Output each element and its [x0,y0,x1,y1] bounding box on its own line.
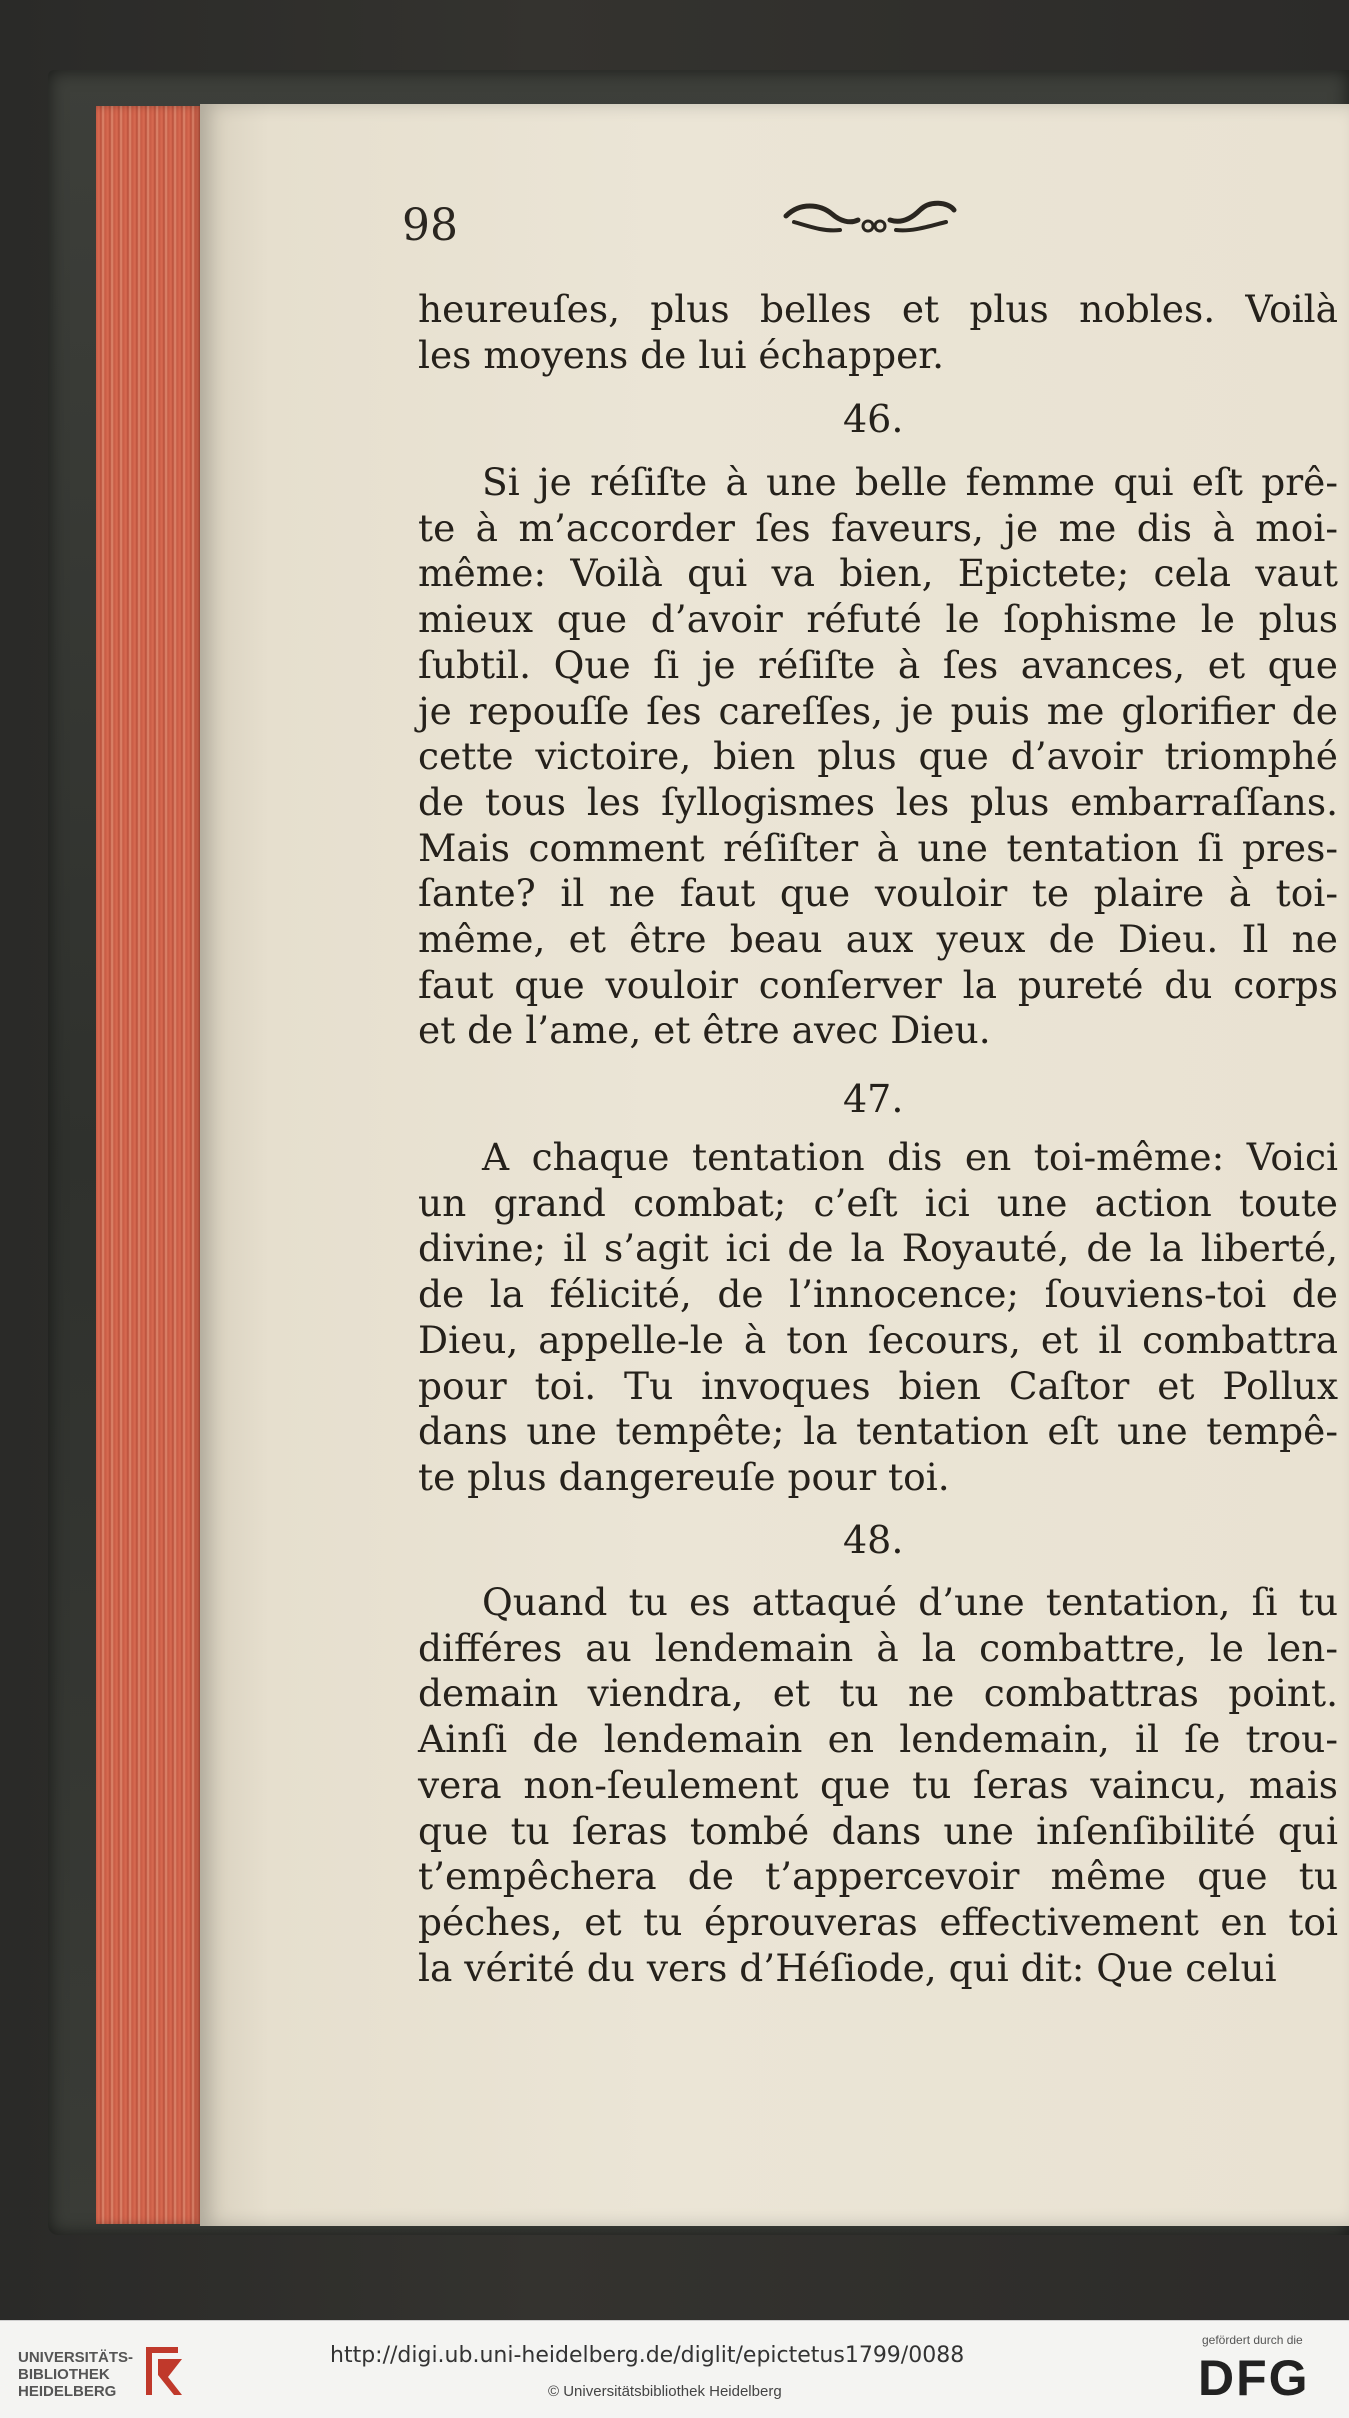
text-line: ſante? il ne faut que vouloir te plaire à toi- [418,871,1338,916]
sponsor-label: gefördert durch die [1202,2333,1303,2347]
text-line: différes au lendemain à la combattre, le len- [418,1625,1338,1670]
text-block-continuation [418,287,1338,378]
library-logo-icon [138,2343,186,2399]
text-line: divine; il s’agit ici de la Royauté, de la liberté, [418,1226,1338,1271]
text-line: péches, et tu éprouveras effectivement en toi [418,1899,1338,1944]
text-block-48 [418,1580,1338,1991]
text-line: mieux que d’avoir réfuté le ſophisme le plus [418,597,1338,642]
text-line: que tu ſeras tombé dans une inſenſibilité qui [418,1808,1338,1853]
text-line: te plus dangereuſe pour toi. [418,1454,950,1499]
text-line: de la félicité, de l’innocence; ſouviens-toi de [418,1272,1338,1317]
page-edges [96,106,204,2224]
text-line: Si je réſiſte à une belle femme qui eſt prê- [482,460,1338,504]
text-line: je repouſſe ſes careſſes, je puis me glorifier de [418,688,1338,733]
text-line: ſubtil. Que ſi je réſiſte à ſes avances, et que [418,642,1338,687]
section-number-48: 48. [843,1518,904,1562]
text-line: les moyens de lui échapper. [418,332,944,377]
text-block-46 [418,460,1338,1054]
text-block-47 [418,1135,1338,1501]
text-line: Mais comment réſiſter à une tentation ſi pres- [418,825,1338,870]
text-line: dans une tempête; la tentation eſt une tempê- [418,1409,1338,1454]
text-line: et de l’ame, et être avec Dieu. [418,1008,991,1053]
text-line: Ainſi de lendemain en lendemain, il ſe trou- [418,1717,1338,1762]
library-logo-text: UNIVERSITÄTS- BIBLIOTHEK HEIDELBERG [18,2349,134,2400]
permalink-url[interactable]: http://digi.ub.uni-heidelberg.de/diglit/epictetus1799/0088 [330,2343,965,2368]
section-number-46: 46. [843,397,904,441]
text-line: te à m’accorder ſes faveurs, je me dis à moi- [418,505,1338,550]
decorative-fleuron-icon [780,196,960,246]
copyright-notice: © Universitätsbibliothek Heidelberg [548,2383,782,2400]
text-line: la vérité du vers d’Héſiode, qui dit: Que celui [418,1945,1277,1990]
text-line: faut que vouloir conſerver la pureté du corps [418,962,1338,1007]
text-line: même: Voilà qui va bien, Epictete; cela vaut [418,551,1338,596]
dfg-logo: DFG [1198,2350,1310,2406]
text-line: t’empêchera de t’appercevoir même que tu [418,1854,1338,1899]
page-number: 98 [402,200,458,251]
text-line: Quand tu es attaqué d’une tentation, ſi tu [482,1580,1338,1624]
text-line: Dieu, appelle-le à ton ſecours, et il combattra [418,1317,1338,1362]
text-line: vera non-ſeulement que tu ſeras vaincu, mais [418,1762,1338,1807]
text-line: un grand combat; c’eſt ici une action toute [418,1180,1338,1225]
section-number-47: 47. [843,1077,904,1121]
footer-bar [0,2320,1349,2418]
text-line: même, et être beau aux yeux de Dieu. Il ne [418,917,1338,962]
text-line: cette victoire, bien plus que d’avoir triomphé [418,734,1338,779]
text-line: A chaque tentation dis en toi-même: Voici [482,1135,1338,1179]
text-line: demain viendra, et tu ne combattras point. [418,1671,1338,1716]
text-line: de tous les ſyllogismes les plus embarraſſans. [418,779,1338,824]
text-line: pour toi. Tu invoques bien Caſtor et Pollux [418,1363,1338,1408]
text-line: heureuſes, plus belles et plus nobles. Voilà [418,287,1338,331]
